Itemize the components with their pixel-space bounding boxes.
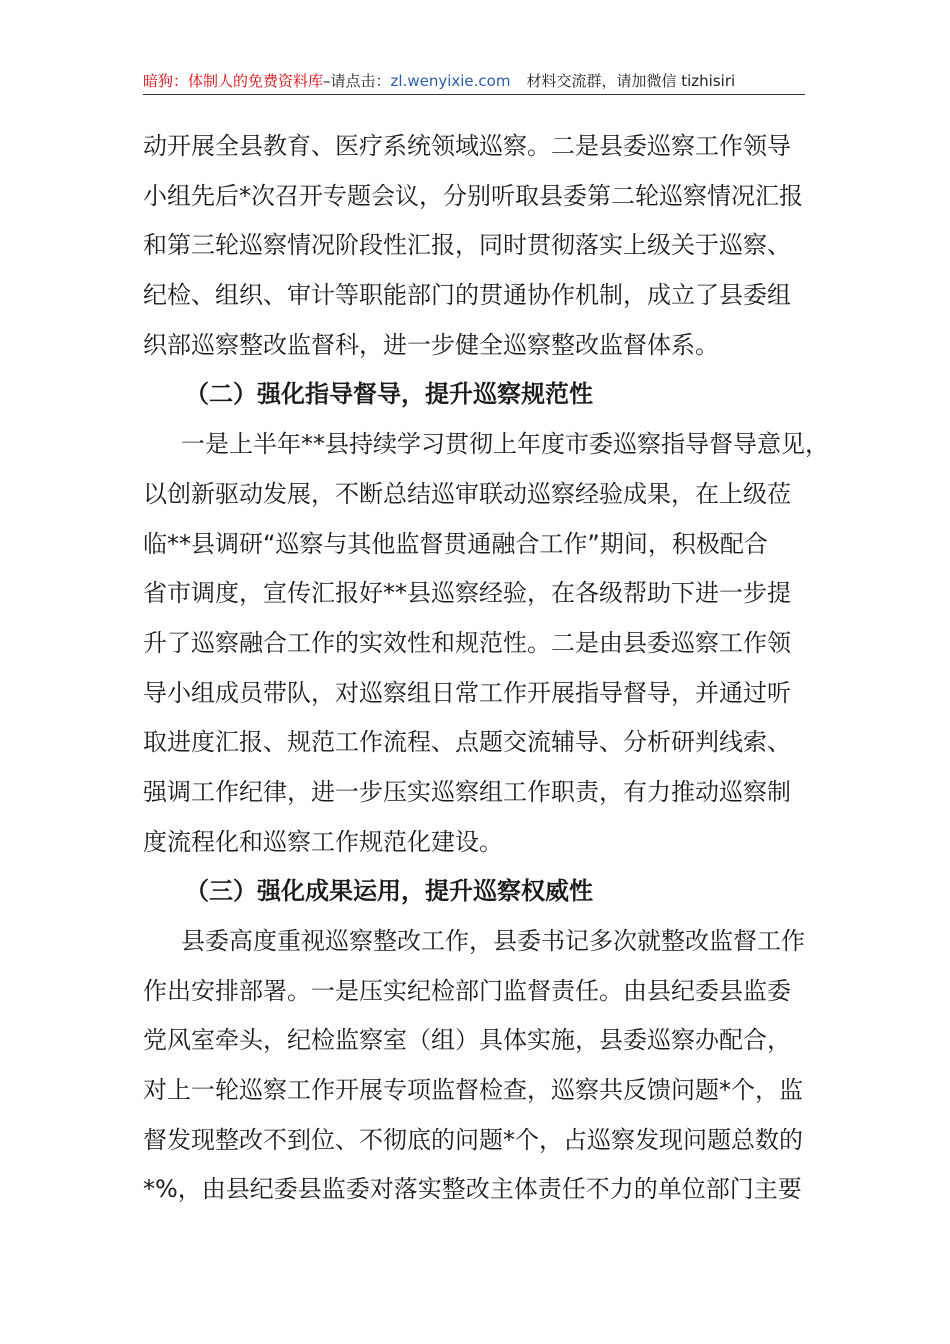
document-body (143, 122, 829, 1215)
section-heading: （三）强化成果运用，提升巡察权威性 (185, 877, 593, 906)
body-line: 作出安排部署。一是压实纪检部门监督责任。由县纪委县监委 (143, 976, 791, 1005)
body-line: 对上一轮巡察工作开展专项监督检查，巡察共反馈问题*个，监 (143, 1076, 803, 1105)
page-header (143, 68, 805, 95)
body-line: 动开展全县教育、医疗系统领域巡察。二是县委巡察工作领导 (143, 132, 791, 160)
body-line: *%，由县纪委县监委对落实整改主体责任不力的单位部门主要 (143, 1175, 802, 1204)
body-line: 党风室牵头，纪检监察室（组）具体实施，县委巡察办配合， (143, 1026, 791, 1055)
body-line: 省市调度，宣传汇报好**县巡察经验，在各级帮助下进一步提 (143, 579, 791, 608)
body-line: 和第三轮巡察情况阶段性汇报，同时贯彻落实上级关于巡察、 (143, 231, 791, 260)
header-wechat-text: 材料交流群，请加微信 tizhisiri (526, 72, 736, 90)
body-line: 一是上半年**县持续学习贯彻上年度市委巡察指导督导意见， (181, 430, 829, 459)
body-line: 取进度汇报、规范工作流程、点题交流辅导、分析研判线索、 (143, 728, 791, 757)
header-url-link[interactable]: zl.wenyixie.com (390, 72, 511, 90)
body-line: 强调工作纪律，进一步压实巡察组工作职责，有力推动巡察制 (143, 777, 791, 806)
body-line: 纪检、组织、审计等职能部门的贯通协作机制，成立了县委组 (143, 281, 791, 310)
body-line: 织部巡察整改监督科，进一步健全巡察整改监督体系。 (143, 330, 719, 359)
body-line: 督发现整改不到位、不彻底的问题*个，占巡察发现问题总数的 (143, 1125, 803, 1154)
body-line: 小组先后*次召开专题会议，分别听取县委第二轮巡察情况汇报 (143, 181, 803, 210)
body-line: 导小组成员带队，对巡察组日常工作开展指导督导，并通过听 (143, 678, 791, 707)
body-line: 县委高度重视巡察整改工作，县委书记多次就整改监督工作 (181, 927, 805, 955)
body-line: 度流程化和巡察工作规范化建设。 (143, 827, 503, 856)
body-line: 临**县调研“巡察与其他监督贯通融合工作”期间，积极配合 (143, 529, 768, 558)
body-line: 以创新驱动发展，不断总结巡审联动巡察经验成果，在上级莅 (143, 479, 791, 508)
header-brand: 暗狗：体制人的免费资料库 (143, 72, 324, 90)
section-heading: （二）强化指导督导，提升巡察规范性 (185, 380, 593, 409)
header-click-prompt: –请点击： (323, 72, 391, 90)
body-line: 升了巡察融合工作的实效性和规范性。二是由县委巡察工作领 (143, 628, 791, 657)
